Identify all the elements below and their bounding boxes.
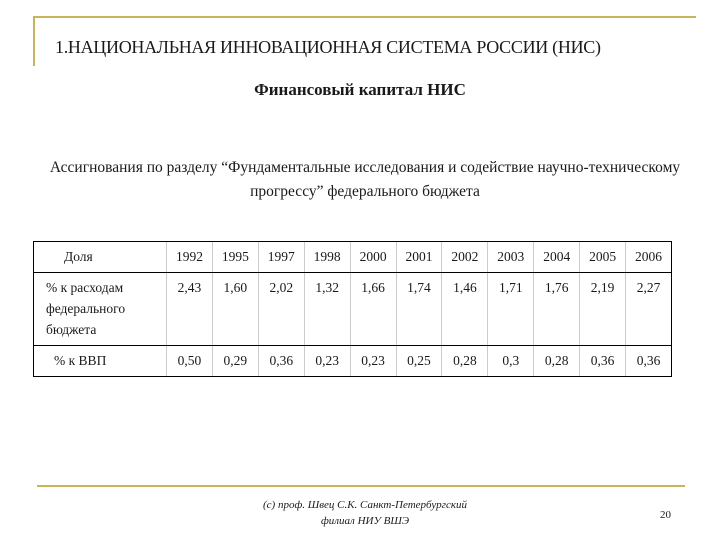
value-cell: 1,71 <box>488 273 534 346</box>
slide-title: 1.НАЦИОНАЛЬНАЯ ИННОВАЦИОННАЯ СИСТЕМА РОССИИ (НИС) <box>55 37 601 57</box>
table-row-budget-share <box>34 273 672 346</box>
value-cell: 1,46 <box>442 273 488 346</box>
value-cell: 2,43 <box>167 273 213 346</box>
value-cell: 1,66 <box>350 273 396 346</box>
table-row-gdp-share <box>34 346 672 377</box>
value-cell: 1,76 <box>534 273 580 346</box>
value-cell: 0,50 <box>167 346 213 377</box>
value-cell: 0,25 <box>396 346 442 377</box>
year-cell: 2002 <box>442 242 488 273</box>
year-cell: 2004 <box>534 242 580 273</box>
value-cell: 0,28 <box>534 346 580 377</box>
footer-credit-line-2: филиал НИУ ВШЭ <box>320 515 410 527</box>
year-cell: 1992 <box>167 242 213 273</box>
title-frame-left-rule <box>33 16 35 66</box>
value-cell: 2,19 <box>580 273 626 346</box>
value-cell: 1,74 <box>396 273 442 346</box>
year-cell: 2001 <box>396 242 442 273</box>
year-cell: 2000 <box>350 242 396 273</box>
value-cell: 0,23 <box>304 346 350 377</box>
value-cell: 1,32 <box>304 273 350 346</box>
footer-credit <box>250 497 480 529</box>
footer-rule <box>37 485 685 487</box>
value-cell: 0,36 <box>626 346 672 377</box>
value-cell: 2,02 <box>258 273 304 346</box>
year-cell: 2006 <box>626 242 672 273</box>
year-cell: 2005 <box>580 242 626 273</box>
value-cell: 0,36 <box>580 346 626 377</box>
value-cell: 0,28 <box>442 346 488 377</box>
value-cell: 0,3 <box>488 346 534 377</box>
value-cell: 0,36 <box>258 346 304 377</box>
title-frame-top-rule <box>33 16 696 18</box>
footer-credit-line-1: (c) проф. Швец С.К. Санкт-Петербургский <box>263 499 467 511</box>
value-cell: 2,27 <box>626 273 672 346</box>
table-header-row <box>34 242 672 273</box>
allocations-table <box>33 241 672 377</box>
value-cell: 0,23 <box>350 346 396 377</box>
header-label-cell: Доля <box>34 242 167 273</box>
value-cell: 0,29 <box>212 346 258 377</box>
year-cell: 1997 <box>258 242 304 273</box>
slide-subtitle: Финансовый капитал НИС <box>254 80 466 99</box>
row-label-cell: % к ВВП <box>34 346 167 377</box>
slide-description: Ассигнования по разделу “Фундаментальные исследования и содействие научно-техническому прогрессу” федерального бюджета <box>49 159 681 200</box>
value-cell: 1,60 <box>212 273 258 346</box>
page-number: 20 <box>660 509 671 521</box>
year-cell: 2003 <box>488 242 534 273</box>
year-cell: 1995 <box>212 242 258 273</box>
row-label-cell: % к расходам федерального бюджета <box>34 273 167 346</box>
year-cell: 1998 <box>304 242 350 273</box>
